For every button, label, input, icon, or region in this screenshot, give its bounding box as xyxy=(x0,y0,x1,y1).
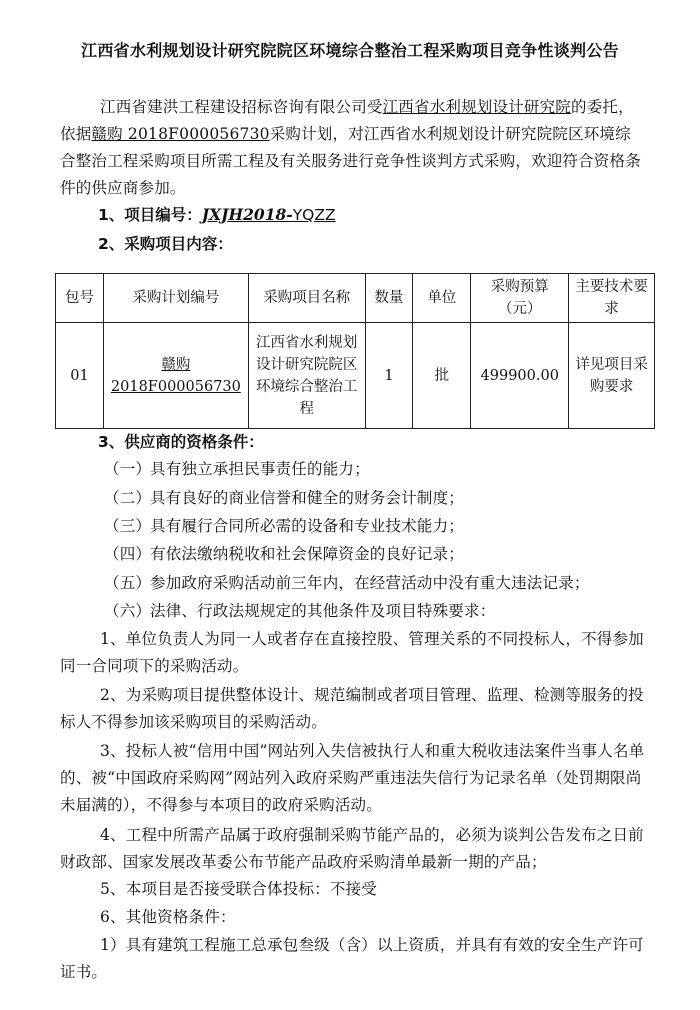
condition-1 xyxy=(104,456,370,483)
condition-text: 有依法缴纳税收和社会保障资金的良好记录； xyxy=(150,545,465,563)
header-unit: 单位 xyxy=(413,274,471,323)
condition-number: （一） xyxy=(104,460,152,478)
intro-text-3: 采购计划，对江西省水利规划设计研究院院区环境综合整治工程采购项目所需工程及有关服务进行竞争性谈判方式采购，欢迎符合资格条件的供应商参加。 xyxy=(60,125,641,197)
condition-6 xyxy=(104,598,495,625)
requirement-6-1: 1）具有建筑工程施工总承包叁级（含）以上资质，并具有有效的安全生产许可证书。 xyxy=(60,936,644,981)
header-plan-number: 采购计划编号 xyxy=(103,274,248,323)
condition-4 xyxy=(104,541,464,568)
project-number-suffix: YQZZ xyxy=(292,206,336,224)
requirement-1: 1、单位负责人为同一人或者存在直接控股、管理关系的不同投标人，不得参加同一合同项下的采购活动。 xyxy=(60,630,644,675)
condition-text: 具有独立承担民事责任的能力； xyxy=(150,460,370,478)
condition-number: （五） xyxy=(104,574,152,592)
table-header-row xyxy=(56,274,655,323)
condition-text: 参加政府采购活动前三年内，在经营活动中没有重大违法记录； xyxy=(150,574,590,592)
header-requirements: 主要技术要求 xyxy=(569,274,655,323)
condition-number: （二） xyxy=(104,489,152,507)
procurement-plan-number: 赣购 2018F000056730 xyxy=(91,125,270,143)
requirement-6: 6、其他资格条件： xyxy=(100,908,236,926)
condition-text: 具有履行合同所必需的设备和专业技术能力； xyxy=(150,517,465,535)
intro-text-2: 的委托，依据 xyxy=(60,98,634,143)
condition-5 xyxy=(104,570,590,597)
header-quantity: 数量 xyxy=(365,274,413,323)
table-row xyxy=(56,323,655,429)
requirement-4: 4、工程中所需产品属于政府强制采购节能产品的，必须为谈判公告发布之日前财政部、国家发展改革委公布节能产品政府采购清单最新一期的产品； xyxy=(60,826,644,871)
cell-plan-number: 赣购2018F000056730 xyxy=(103,323,248,429)
intro-paragraph xyxy=(60,94,645,202)
condition-text: 具有良好的商业信誉和健全的财务会计制度； xyxy=(150,489,465,507)
requirement-2: 2、为采购项目提供整体设计、规范编制或者项目管理、监理、检测等服务的投标人不得参加该采购项目的采购活动。 xyxy=(60,686,644,731)
condition-number: （六） xyxy=(104,602,152,620)
cell-requirements: 详见项目采购要求 xyxy=(569,323,655,429)
cell-project-name: 江西省水利规划设计研究院院区环境综合整治工程 xyxy=(248,323,365,429)
requirement-5: 5、本项目是否接受联合体投标：不接受 xyxy=(100,880,377,898)
project-number xyxy=(98,203,336,225)
header-package: 包号 xyxy=(56,274,104,323)
header-budget: 采购预算（元） xyxy=(471,274,569,323)
condition-3 xyxy=(104,513,464,540)
client-name: 江西省水利规划设计研究院 xyxy=(382,98,572,116)
section-3-title: 3、供应商的资格条件： xyxy=(98,433,264,451)
document-title: 江西省水利规划设计研究院院区环境综合整治工程采购项目竞争性谈判公告 xyxy=(81,41,619,60)
procurement-table xyxy=(55,273,655,429)
intro-text-1: 江西省建洪工程建设招标咨询有限公司受 xyxy=(100,98,383,116)
project-number-label: 1、项目编号： xyxy=(98,206,202,224)
cell-quantity: 1 xyxy=(365,323,413,429)
section-2-title: 2、采购项目内容： xyxy=(98,235,233,253)
condition-number: （三） xyxy=(104,517,152,535)
cell-budget: 499900.00 xyxy=(471,323,569,429)
project-number-value: JXJH2018- xyxy=(201,205,293,224)
condition-text: 法律、行政法规规定的其他条件及项目特殊要求： xyxy=(150,602,496,620)
cell-unit: 批 xyxy=(413,323,471,429)
condition-number: （四） xyxy=(104,545,152,563)
requirement-3: 3、投标人被“信用中国”网站列入失信被执行人和重大税收违法案件当事人名单的、被“中国政府采购网”网站列入政府采购严重违法失信行为记录名单（处罚期限尚未届满的），不得参与本项目的政府采购活动。 xyxy=(60,742,645,814)
cell-package: 01 xyxy=(56,323,104,429)
condition-2 xyxy=(104,485,464,512)
header-project-name: 采购项目名称 xyxy=(248,274,365,323)
